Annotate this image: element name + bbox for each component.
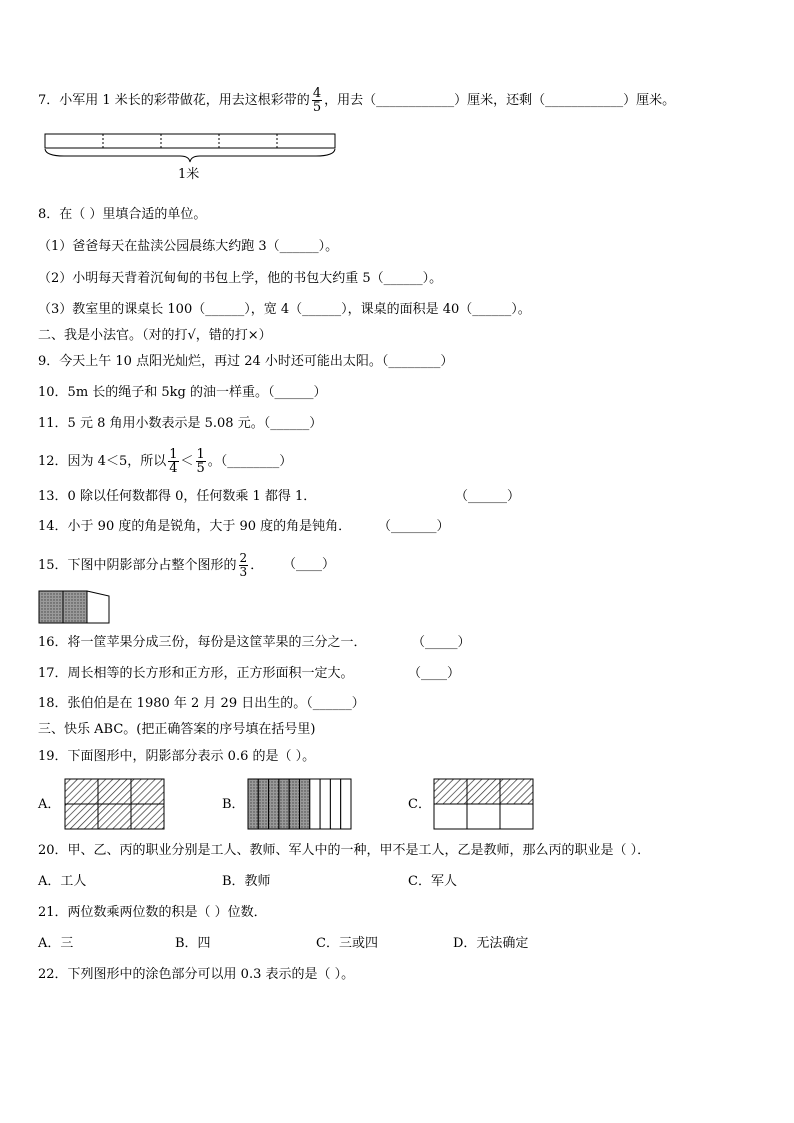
question-10: 10．5m 长的绳子和 5kg 的油一样重。（______） bbox=[38, 385, 327, 400]
q21-option-d: D．无法确定 bbox=[453, 936, 529, 951]
q21-option-b: B．四 bbox=[175, 936, 211, 951]
q15-shaded-figure bbox=[38, 590, 114, 626]
question-21-title: 21．两位数乘两位数的积是（ ）位数． bbox=[38, 905, 267, 920]
q14-answer-blank: （_______） bbox=[378, 519, 450, 534]
q19-option-a-figure bbox=[64, 778, 168, 832]
q15-text-post: ． bbox=[250, 558, 264, 573]
question-19-title: 19．下面图形中，阴影部分表示 0.6 的是（ ）。 bbox=[38, 749, 316, 764]
q13-answer-blank: （______） bbox=[455, 489, 521, 504]
q7-ruler-label: 1米 bbox=[178, 167, 200, 182]
q7-text-post: ，用去（____________）厘米，还剩（____________）厘米。 bbox=[324, 93, 676, 108]
q8-item-3: （3）教室里的课桌长 100（______），宽 4（______），课桌的面积是 40（______）。 bbox=[38, 302, 531, 317]
q12-less-than: ＜ bbox=[180, 454, 194, 469]
q17-answer-blank: （____） bbox=[408, 666, 461, 681]
question-12 bbox=[38, 448, 292, 475]
q7-fraction: $\frac{4}{5}$ bbox=[312, 86, 322, 115]
q12-fraction-2: $\frac{1}{5}$ bbox=[196, 447, 205, 476]
q7-text-pre: 7．小军用 1 米长的彩带做花，用去这根彩带的 bbox=[38, 93, 310, 108]
q19-option-c-label: C． bbox=[408, 797, 431, 812]
question-9: 9．今天上午 10 点阳光灿烂，再过 24 小时还可能出太阳。（________） bbox=[38, 354, 454, 369]
question-15 bbox=[38, 552, 263, 579]
q15-fraction: $\frac{2}{3}$ bbox=[239, 551, 248, 579]
q12-fraction-1: $\frac{1}{4}$ bbox=[169, 447, 178, 476]
question-11: 11．5 元 8 角用小数表示是 5.08 元。（______） bbox=[38, 416, 323, 431]
q21-option-a: A．三 bbox=[38, 936, 74, 951]
q20-option-a: A．工人 bbox=[38, 874, 87, 889]
section-2-heading: 二、我是小法官。（对的打√，错的打×） bbox=[38, 328, 272, 343]
q12-text-pre: 12．因为 4＜5，所以 bbox=[38, 454, 167, 469]
question-7 bbox=[38, 87, 675, 114]
q21-option-c: C．三或四 bbox=[316, 936, 378, 951]
question-18: 18．张伯伯是在 1980 年 2 月 29 日出生的。（______） bbox=[38, 696, 365, 711]
q8-item-2: （2）小明每天背着沉甸甸的书包上学，他的书包大约重 5（______）。 bbox=[38, 271, 443, 286]
question-22: 22．下列图形中的涂色部分可以用 0.3 表示的是（ ）。 bbox=[38, 967, 355, 982]
section-3-heading: 三、快乐 ABC。(把正确答案的序号填在括号里) bbox=[38, 722, 316, 737]
q19-option-a-label: A． bbox=[38, 797, 61, 812]
question-17: 17．周长相等的长方形和正方形，正方形面积一定大。 bbox=[38, 666, 354, 681]
q19-option-b-figure bbox=[247, 778, 353, 832]
q8-item-1: （1）爸爸每天在盐渎公园晨练大约跑 3（______）。 bbox=[38, 239, 339, 254]
q19-option-c-figure bbox=[433, 778, 535, 832]
q15-text-pre: 15．下图中阴影部分占整个图形的 bbox=[38, 558, 237, 573]
q16-answer-blank: （_____） bbox=[412, 635, 471, 650]
q19-option-b-label: B． bbox=[222, 797, 245, 812]
question-16: 16．将一筐苹果分成三份，每份是这筐苹果的三分之一． bbox=[38, 635, 367, 650]
question-14: 14．小于 90 度的角是锐角，大于 90 度的角是钝角． bbox=[38, 519, 352, 534]
q15-answer-blank: （____） bbox=[283, 557, 336, 572]
q20-option-b: B．教师 bbox=[222, 874, 271, 889]
question-8-title: 8．在（ ）里填合适的单位。 bbox=[38, 207, 207, 222]
question-20-title: 20．甲、乙、丙的职业分别是工人、教师、军人中的一种，甲不是工人，乙是教师，那么丙的职业是（ ）． bbox=[38, 843, 651, 858]
question-13: 13．0 除以任何数都得 0，任何数乘 1 都得 1． bbox=[38, 489, 317, 504]
q12-text-post: 。（________） bbox=[207, 454, 293, 469]
q20-option-c: C．军人 bbox=[408, 874, 457, 889]
